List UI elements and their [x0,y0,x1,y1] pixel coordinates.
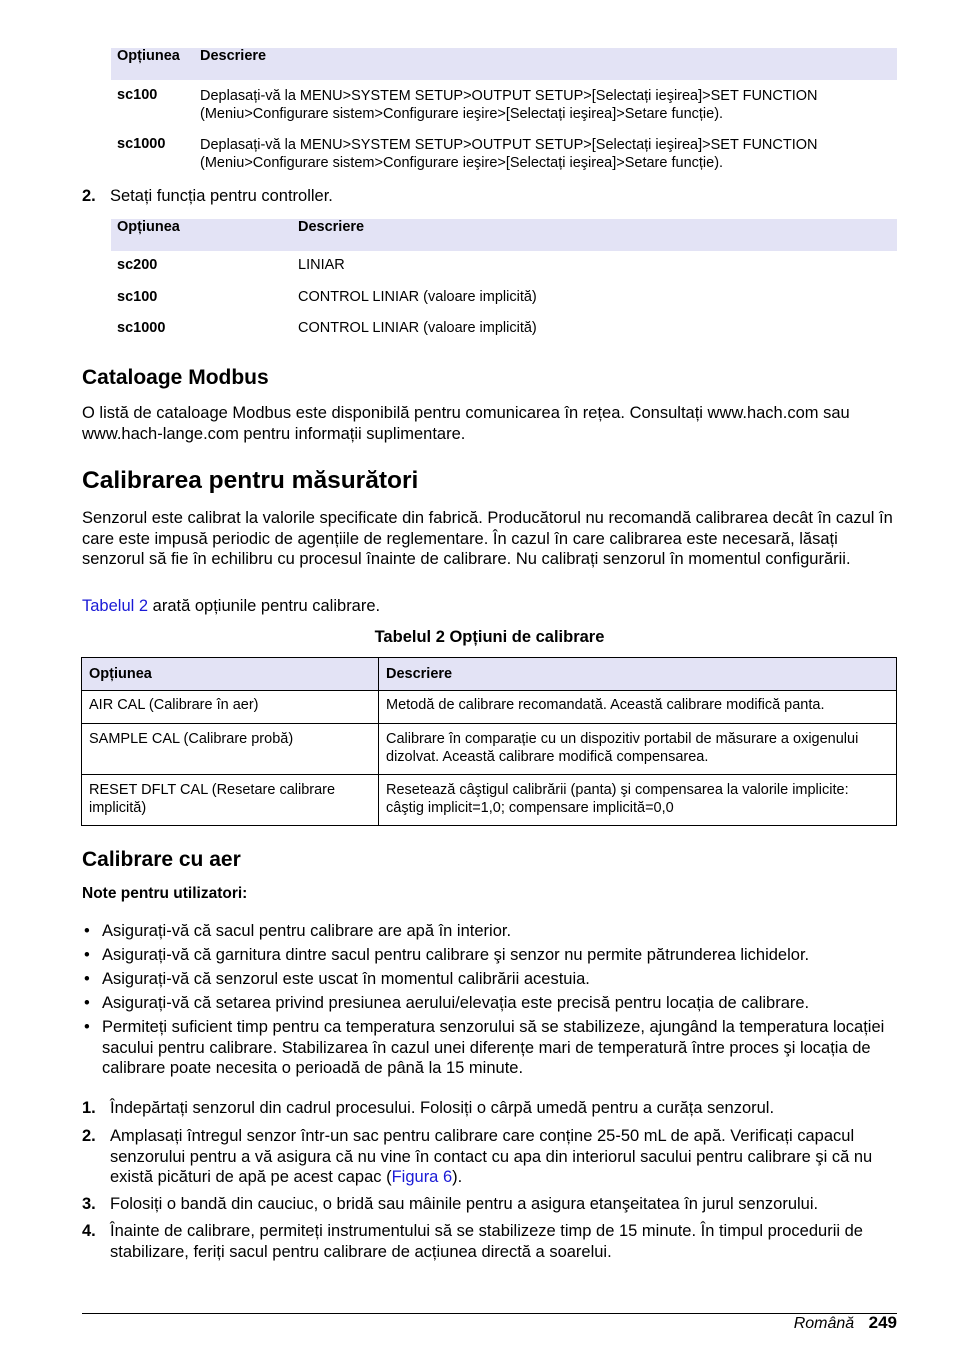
reference-text: arată opțiunile pentru calibrare. [148,597,381,615]
notes-heading: Note pentru utilizatori: [82,885,248,902]
step-text: Înainte de calibrare, permiteți instrumentului să se stabilizeze timp de 15 minute. În timpul procedurii de stabilizare, feriți sacul pentru calibrare de acțiunea directă a soarelui. [110,1222,863,1261]
table-row [111,130,897,180]
step-text: Setați funcția pentru controller. [110,187,333,205]
procedure-step [82,1098,897,1119]
table-row [82,724,897,775]
page-footer [794,1313,897,1334]
column-header: Opțiunea [82,658,379,691]
list-item: • Permiteți suficient timp pentru ca temperatura senzorului să se stabilizeze, ajungând la temperatura locației sacului pentru calibrare. Stabilizarea în cazul unei diferențe mari de temperatură între proces şi locația de calibrare poate necesita o perioadă de până la 15 minute. [82,1017,897,1079]
calibration-options-table [81,657,897,826]
list-item: • Asigurați-vă că sacul pentru calibrare are apă în interior. [82,921,897,942]
description-cell: Calibrare în comparație cu un dispozitiv portabil de măsurare a oxigenului dizolvat. Această calibrare modifică compensarea. [379,724,897,775]
function-table [111,219,897,345]
step-number: 1. [82,1099,96,1117]
step-number: 3. [82,1195,96,1213]
step-number: 4. [82,1222,96,1240]
step-number: 2. [82,1127,96,1145]
option-cell: RESET DFLT CAL (Resetare calibrare implicită) [82,775,379,826]
table-caption: Tabelul 2 Opțiuni de calibrare [374,628,605,646]
table-row [111,80,897,130]
column-header: Descriere [194,48,897,80]
table-row [111,251,897,283]
procedure-step [82,1194,897,1215]
description-cell: CONTROL LINIAR (valoare implicită) [298,320,537,336]
list-item: • Asigurați-vă că setarea privind presiunea aerului/elevația este precisă pentru locația de calibrare. [82,993,897,1014]
section-heading: Calibrare cu aer [82,848,241,871]
notes-list [82,921,897,1082]
list-item: • Asigurați-vă că senzorul este uscat în momentul calibrării acestuia. [82,969,897,990]
table-row [111,314,897,345]
step-2 [82,186,897,207]
list-item: • Asigurați-vă că garnitura dintre sacul pentru calibrare şi senzor nu permite pătrunderea lichidelor. [82,945,897,966]
description-line: (Meniu>Configurare sistem>Configurare ieşire>[Selectați ieşirea]>Setare funcție). [200,155,724,171]
step-text: Amplasați întregul senzor într-un sac pentru calibrare care conține 25-50 mL de apă. Verificați capacul senzorului pentru a vă asigura că nu vine în contact cu apa din interiorul sacului pentru calibrare şi că nu există picături de apă pe acest capac ( [110,1127,873,1186]
table-row [82,691,897,724]
description-cell: Metodă de calibrare recomandată. Această calibrare modifică panta. [379,691,897,724]
modbus-paragraph: O listă de cataloage Modbus este disponibilă pentru comunicarea în rețea. Consultați www.hach.com sau www.hach-lange.com pentru informații suplimentare. [82,404,850,443]
option-cell: sc1000 [117,320,166,336]
description-line: Deplasați-vă la MENU>SYSTEM SETUP>OUTPUT SETUP>[Selectați ieşirea]>SET FUNCTION [200,137,818,153]
option-cell: sc200 [117,257,158,273]
column-header: Opțiunea [111,219,292,251]
description-cell: Resetează câştigul calibrării (panta) şi compensarea la valorile implicite: câştig implicit=1,0; compensare implicită=0,0 [379,775,897,826]
output-function-table [111,48,897,180]
description-cell [194,130,897,180]
section-heading: Cataloage Modbus [82,366,269,389]
option-cell: sc1000 [117,136,166,152]
procedure-step [82,1126,897,1188]
column-header: Descriere [292,219,897,251]
step-text-end: ). [452,1168,463,1186]
table-row [82,775,897,826]
option-cell: SAMPLE CAL (Calibrare probă) [82,724,379,775]
footer-divider [82,1313,897,1314]
description-cell: LINIAR [298,257,345,273]
description-cell [194,80,897,130]
page-number: 249 [868,1313,897,1332]
figure-link[interactable]: Figura 6 [391,1168,453,1186]
option-cell: sc100 [117,87,158,103]
procedure-step [82,1221,897,1263]
table-row [111,283,897,314]
description-cell: CONTROL LINIAR (valoare implicită) [298,289,537,305]
step-text: Folosiți o bandă din cauciuc, o bridă sau mâinile pentru a asigura etanşeitatea în jurul senzorului. [110,1195,819,1213]
column-header: Descriere [379,658,897,691]
chapter-heading: Calibrarea pentru măsurători [82,467,419,494]
step-text-block [110,1126,897,1188]
calibration-paragraph: Senzorul este calibrat la valorile specificate din fabrică. Producătorul nu recomandă calibrarea decât în cazul în care este impusă periodic de agențiile de reglementare. În cazul în care calibrarea este necesară, lăsați senzorul să fie în echilibru cu procesul înainte de calibrare. Nu calibrați senzorul în momentul configurării. [82,509,893,568]
table-link[interactable]: Tabelul 2 [82,597,149,615]
step-number: 2. [82,187,96,205]
description-line: (Meniu>Configurare sistem>Configurare ieşire>[Selectați ieşirea]>Setare funcție). [200,106,724,122]
option-cell: AIR CAL (Calibrare în aer) [82,691,379,724]
column-header: Opțiunea [111,48,194,80]
footer-language: Română [793,1315,855,1332]
step-text: Îndepărtați senzorul din cadrul procesului. Folosiți o cârpă umedă pentru a curăța senzorul. [110,1099,775,1117]
description-line: Deplasați-vă la MENU>SYSTEM SETUP>OUTPUT SETUP>[Selectați ieşirea]>SET FUNCTION [200,88,818,104]
table-reference-paragraph [82,596,897,617]
option-cell: sc100 [117,289,158,305]
